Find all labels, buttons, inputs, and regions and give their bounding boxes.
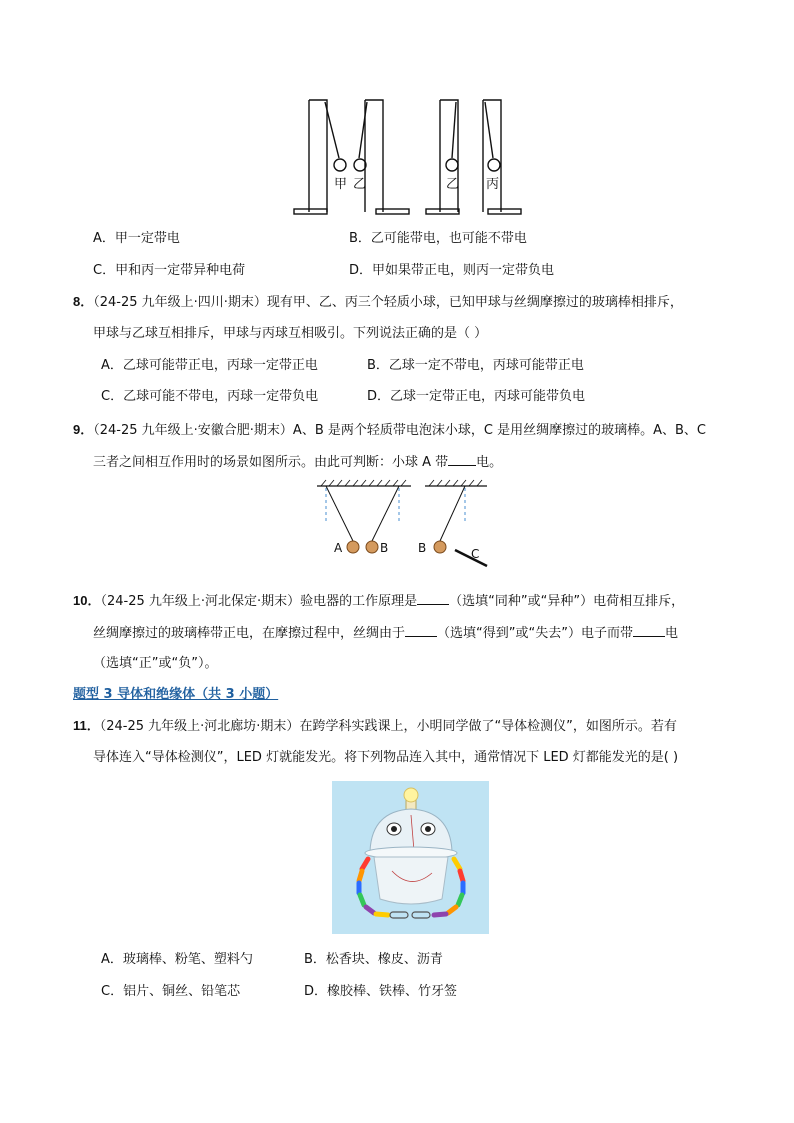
question-number: 11． bbox=[73, 718, 100, 733]
question-stem: 现有甲、乙、丙三个轻质小球，已知甲球与丝绸摩擦过的玻璃棒相排斥， bbox=[266, 295, 683, 310]
label-b-right: B bbox=[418, 541, 427, 555]
question-number: 8． bbox=[73, 294, 94, 309]
ball-yi-left bbox=[354, 159, 366, 171]
question-9-line2 bbox=[93, 451, 502, 473]
q8-option-a: A．乙球可能带正电，丙球一定带正电 bbox=[101, 358, 318, 373]
stem-text: 丝绸摩擦过的玻璃棒带正电，在摩擦过程中，丝绸由于 bbox=[93, 626, 406, 641]
answer-blank[interactable] bbox=[405, 622, 437, 637]
question-10-line2 bbox=[93, 622, 678, 644]
question-8-line1 bbox=[73, 292, 683, 313]
question-10-line1 bbox=[73, 590, 684, 612]
charged-balls-figure bbox=[315, 478, 490, 568]
question-8-line2: 甲球与乙球互相排斥，甲球与丙球互相吸引。下列说法正确的是（ ） bbox=[93, 326, 488, 341]
question-stem: 在跨学科实践课上，小明同学做了“导体检测仪”，如图所示。若有 bbox=[299, 719, 677, 734]
question-source: （24-25 九年级上·四川·期末） bbox=[93, 295, 267, 310]
ball-a bbox=[347, 541, 359, 553]
question-source: （24-25 九年级上·河北保定·期末） bbox=[100, 594, 301, 609]
q8-option-d: D．乙球一定带正电，丙球可能带负电 bbox=[367, 389, 586, 404]
ball-b bbox=[366, 541, 378, 553]
q11-option-d: D．橡胶棒、铁棒、竹牙签 bbox=[304, 984, 458, 999]
label-c: C bbox=[471, 547, 480, 561]
ball-b-right bbox=[434, 541, 446, 553]
answer-blank[interactable] bbox=[448, 451, 476, 466]
ball-yi-right bbox=[446, 159, 458, 171]
stem-text: （选填“同种”或“异种”）电荷相互排斥， bbox=[449, 594, 685, 609]
question-number: 10． bbox=[73, 593, 101, 608]
answer-blank[interactable] bbox=[633, 622, 665, 637]
pendulum-figure bbox=[290, 96, 530, 220]
question-10-line3: （选填“正”或“负”）。 bbox=[93, 656, 218, 671]
answer-blank[interactable] bbox=[417, 590, 449, 605]
stem-text: 电 bbox=[664, 626, 678, 641]
label-yi-left: 乙 bbox=[353, 177, 367, 192]
q11-option-c: C．铝片、铜丝、铅笔芯 bbox=[101, 984, 241, 999]
stem-text: （选填“得到”或“失去”）电子而带 bbox=[437, 626, 633, 641]
question-9-line1 bbox=[73, 420, 706, 441]
conductor-detector-photo bbox=[332, 781, 489, 934]
question-11-line2: 导体连入“导体检测仪”，LED 灯就能发光。将下列物品连入其中，通常情况下 LED 灯都能发光的是( ) bbox=[93, 750, 679, 765]
question-source: （24-25 九年级上·河北廊坊·期末） bbox=[99, 719, 300, 734]
stem-text: 验电器的工作原理是 bbox=[300, 594, 418, 609]
question-stem: A、B 是两个轻质带电泡沫小球，C 是用丝绸摩擦过的玻璃棒。A、B、C bbox=[292, 423, 706, 438]
section-heading: 题型 3 导体和绝缘体（共 3 小题） bbox=[73, 687, 279, 702]
label-b: B bbox=[380, 541, 389, 555]
q11-option-a: A．玻璃棒、粉笔、塑料勺 bbox=[101, 952, 253, 967]
q8-option-b: B．乙球一定不带电，丙球可能带正电 bbox=[367, 358, 584, 373]
stem-text: 电。 bbox=[476, 455, 503, 470]
question-11-line1 bbox=[73, 716, 677, 737]
q8-option-c: C．乙球可能不带电，丙球一定带负电 bbox=[101, 389, 319, 404]
label-bing: 丙 bbox=[486, 177, 500, 192]
q7-option-d: D．甲如果带正电，则丙一定带负电 bbox=[349, 263, 555, 278]
q7-option-b: B．乙可能带电，也可能不带电 bbox=[349, 231, 527, 246]
label-yi-right: 乙 bbox=[446, 177, 460, 192]
q7-option-a: A．甲一定带电 bbox=[93, 231, 180, 246]
label-jia: 甲 bbox=[334, 177, 348, 192]
question-source: （24-25 九年级上·安徽合肥·期末） bbox=[93, 423, 293, 438]
ball-jia bbox=[334, 159, 346, 171]
ball-bing bbox=[488, 159, 500, 171]
label-a: A bbox=[334, 541, 343, 555]
q11-option-b: B．松香块、橡皮、沥青 bbox=[304, 952, 443, 967]
stem-text: 三者之间相互作用时的场景如图所示。由此可判断：小球 A 带 bbox=[93, 455, 449, 470]
question-number: 9． bbox=[73, 422, 94, 437]
q7-option-c: C．甲和丙一定带异种电荷 bbox=[93, 263, 246, 278]
